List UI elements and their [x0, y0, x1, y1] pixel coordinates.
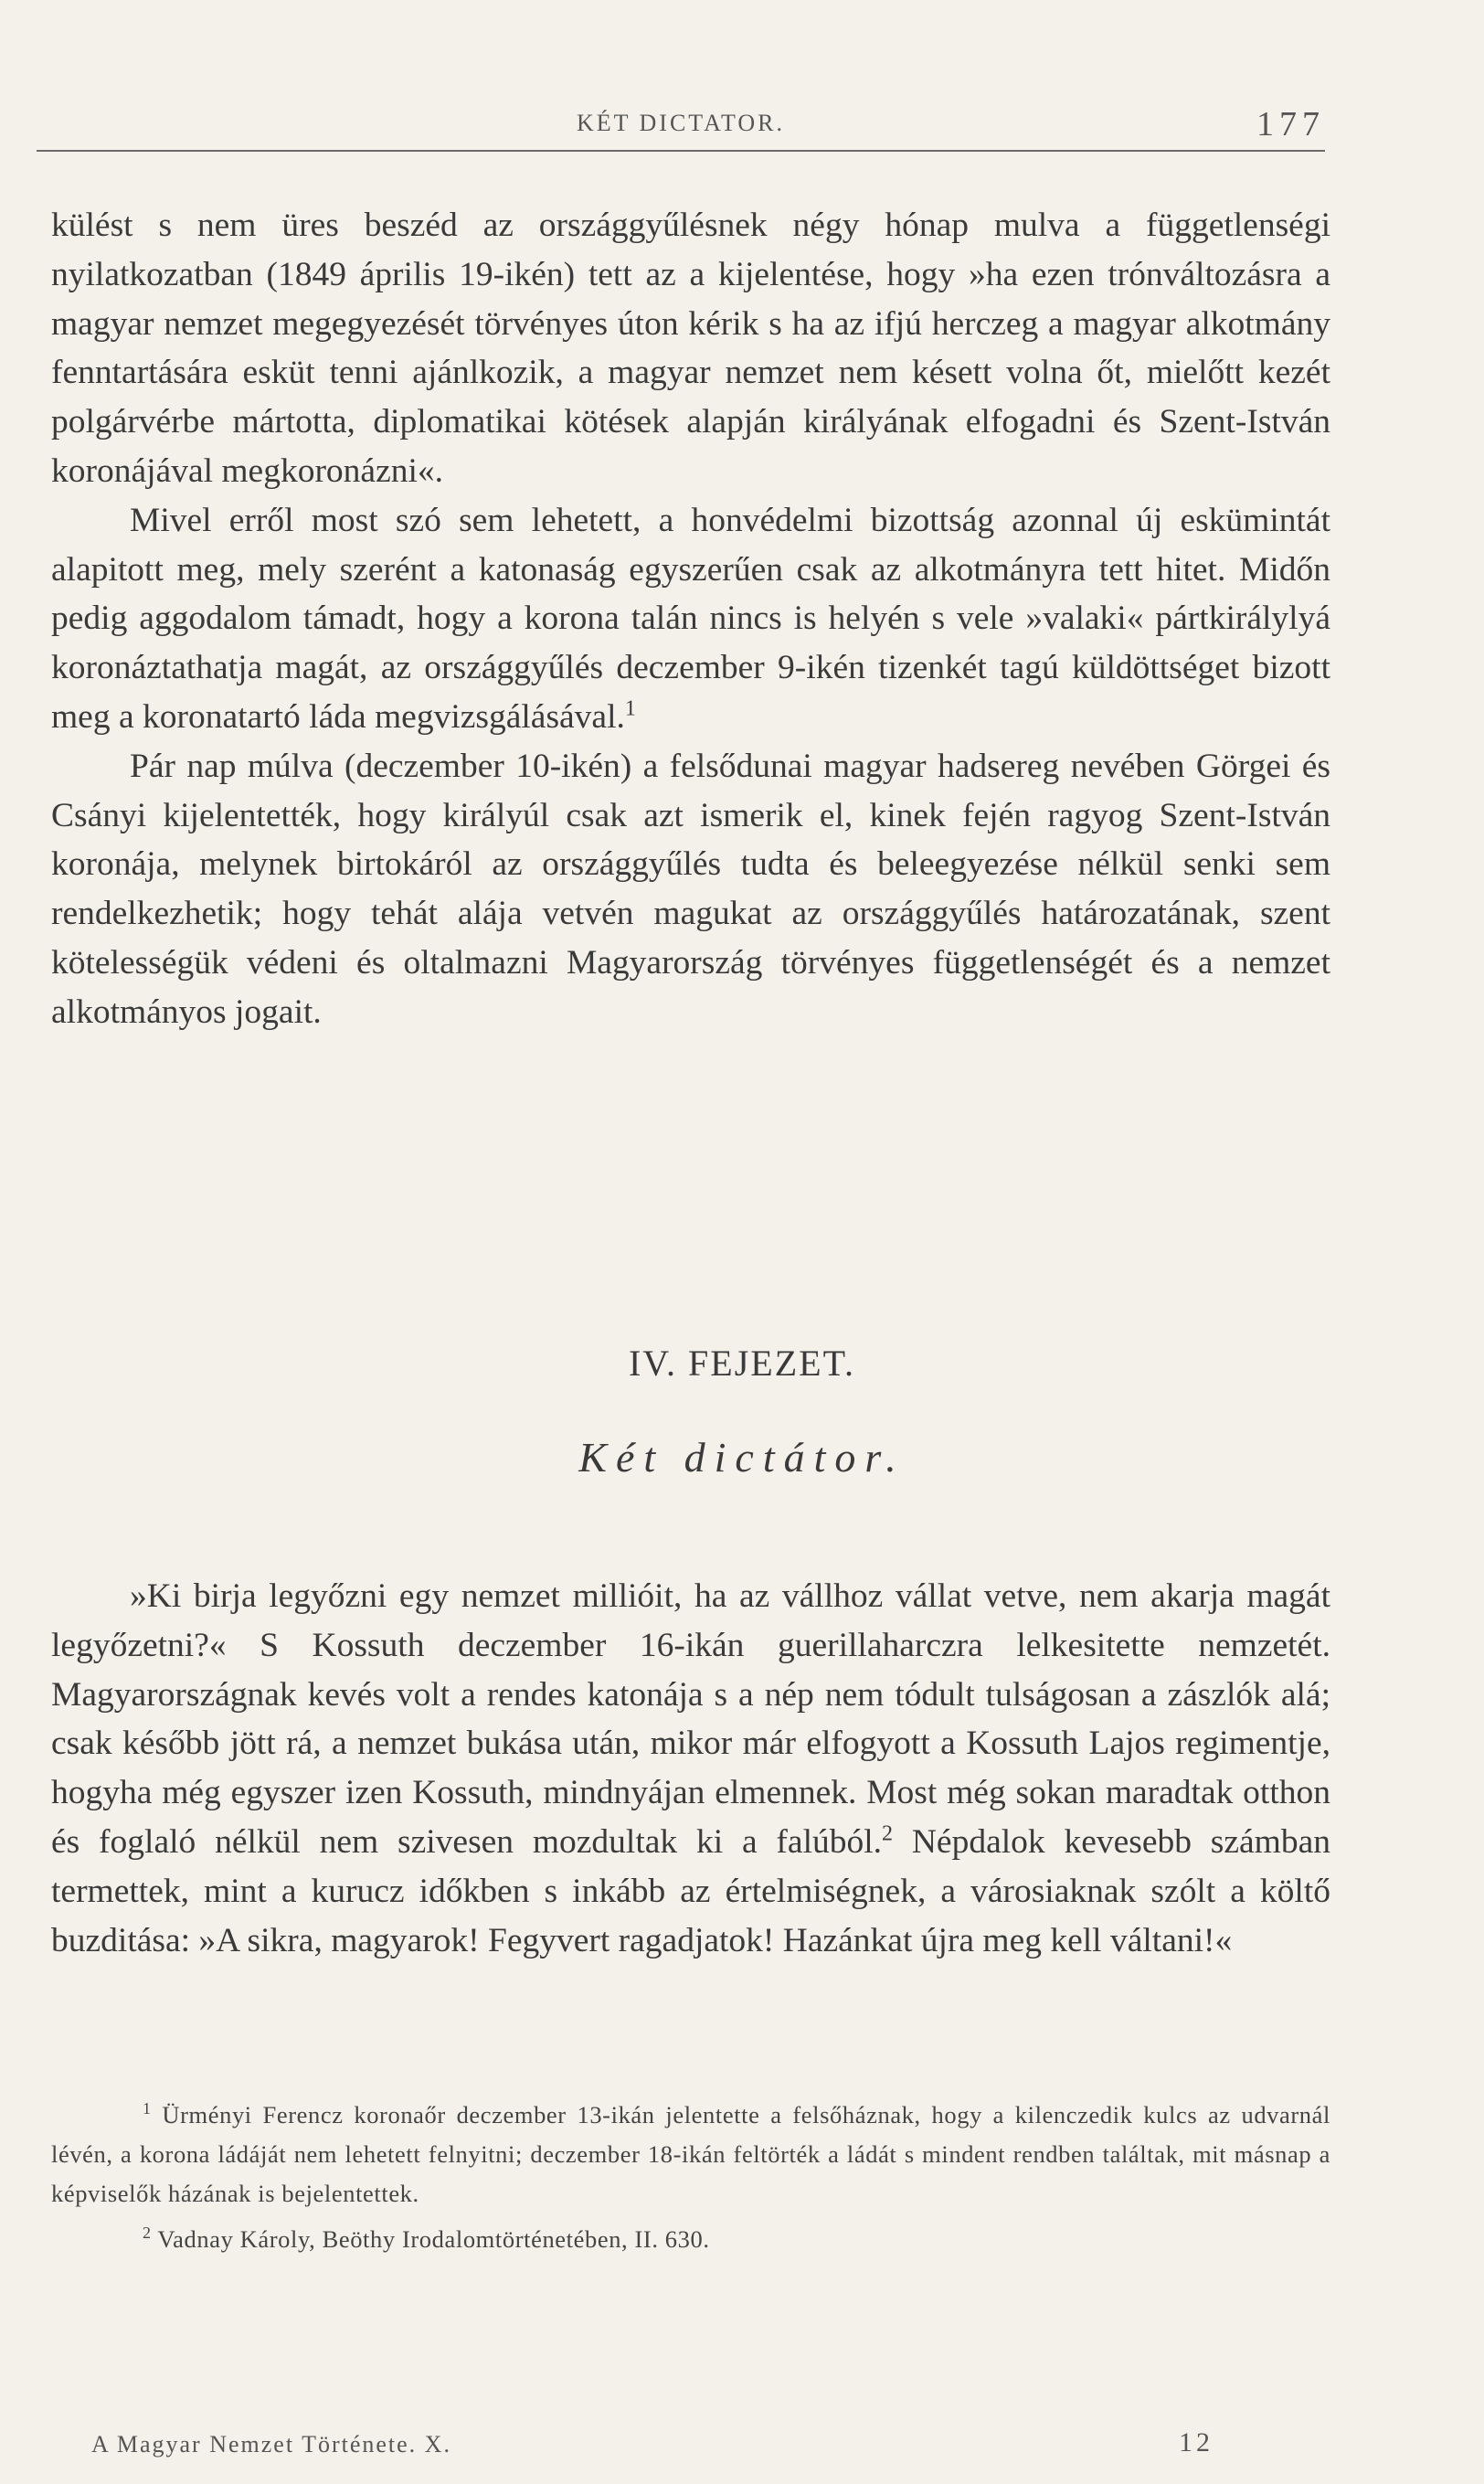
paragraph [51, 1572, 1330, 1965]
printer-signature: A Magyar Nemzet Története. X. [91, 2431, 451, 2457]
paragraph: Pár nap múlva (deczember 10-ikén) a felsődunai magyar hadsereg nevében Görgei és Csányi kijelentették, hogy királyúl csak azt ismerik el, kinek fején ragyog Szent-István koronája, melynek birtokáról az országgyűlés tudta és beleegyezése nélkül senki sem rendelkezhetik; hogy tehát alája vetvén magukat az országgyűlés határozatának, szent kötelességük védeni és oltalmazni Magyarország törvényes függetlenségét és a nemzet alkotmányos jogait. [51, 747, 1330, 1031]
paragraph-text: »Ki birja legyőzni egy nemzet millióit, ha az vállhoz vállat vetve, nem akarja magát legyőzetni?« S Kossuth deczember 16-ikán guerillaharczra lelkesitette nemzetét. Magyarországnak kevés volt a rendes katonája s a nép nem tódult tulságosan a zászlók alá; csak később jött rá, a nemzet bukása után, mikor már elfogyott a Kossuth Lajos regimentje, hogyha még egyszer izen Kossuth, mindnyájan elmennek. Most még sokan maradtak otthon és foglaló nélkül nem szivesen mozdultak ki a falúból. [51, 1577, 1330, 1861]
chapter-text [51, 1572, 1330, 1965]
paragraph-text: Mivel erről most szó sem lehetett, a honvédelmi bizottság azonnal új eskümintát alapitott meg, mely szerént a katonaság egyszerűen csak az alkotmányra tett hitet. Midőn pedig aggodalom támadt, hogy a korona talán nincs is helyén s vele »valaki« pártkirálylyá koronáztathatja magát, az országgyűlés deczember 9-ikén tizenkét tagú küldöttséget bizott meg a koronatartó láda megvizsgálásával. [51, 501, 1330, 736]
page-number: 177 [1256, 105, 1325, 143]
signature-number: 12 [1179, 2427, 1214, 2457]
chapter-heading: IV. FEJEZET. [628, 1343, 856, 1384]
footnote [51, 2213, 1330, 2259]
footnote-text: Ürményi Ferencz koronaőr deczember 13-ikán jelentette a felsőháznak, hogy a kilenczedik kulcs az udvarnál lévén, a korona ládáját nem lehetett felnyitni; deczember 18-ikán feltörték a ládát s mindent rendben találtak, mit másnap a képviselők házának is bejelentettek. [51, 2100, 1330, 2207]
page-header [37, 102, 1325, 152]
paragraph: külést s nem üres beszéd az országgyűlésnek négy hónap mulva a függetlenségi nyilatkozatban (1849 április 19-ikén) tett az a kijelentése, hogy »ha ezen trónváltozásra a magyar nemzet megegyezését törvényes úton kérik s ha az ifjú herczeg a magyar alkotmány fenntartására esküt tenni ajánlkozik, a magyar nemzet nem késett volna őt, mielőtt kezét polgárvérbe mártotta, diplomatikai kötések alapján királyának elfogadni és Szent-István koronájával megkoronázni«. [51, 207, 1330, 490]
footnote-mark: 1 [624, 696, 636, 721]
footnote-text: Vadnay Károly, Beöthy Irodalomtörténetében, II. 630. [157, 2224, 710, 2253]
paragraph [51, 496, 1330, 742]
footnote-number: 1 [143, 2099, 152, 2118]
footnote [51, 2089, 1330, 2213]
footnote-mark: 2 [882, 1821, 894, 1846]
paragraph-text: Népdalok kevesebb számban termettek, mint a kurucz időkben s inkább az értelmiségnek, a városiaknak szólt a költő buzditása: »A sikra, magyarok! Fegyvert ragadjatok! Hazánkat újra meg kell váltani!« [51, 1822, 1330, 1959]
running-title: KÉT DICTATOR. [576, 110, 786, 136]
main-text [51, 201, 1330, 1037]
footnote-number: 2 [143, 2223, 152, 2242]
footnotes [51, 2089, 1330, 2259]
chapter-title: Két dictátor. [578, 1434, 906, 1481]
